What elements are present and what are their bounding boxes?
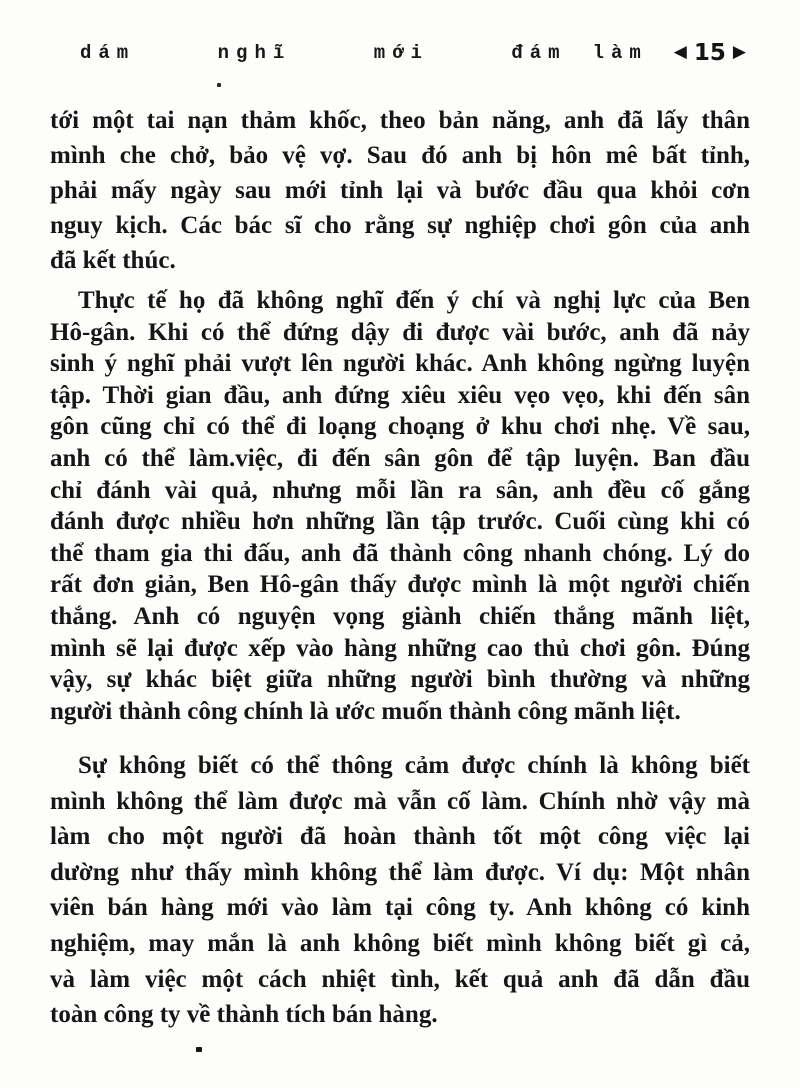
text-line: người thành công chính là ước muốn thành công mãnh liệt. — [50, 697, 681, 725]
text-line: và làm việc một cách nhiệt tình, kết quả anh đã dẫn đầu — [50, 965, 750, 993]
text-line: viên bán hàng mới vào làm tại công ty. Anh không có kinh — [50, 894, 750, 922]
text-line: đã kết thúc. — [50, 247, 176, 274]
header-word-1: dám — [80, 42, 136, 64]
ink-speck — [217, 83, 221, 87]
text-line: vậy, sự khác biệt giữa những người bình thường và những — [50, 666, 750, 694]
text-line: thể tham gia thi đấu, anh đã thành công nhanh chóng. Lý do — [50, 539, 750, 567]
text-line: mình che chở, bảo vệ vợ. Sau đó anh bị hôn mê bất tỉnh, — [50, 142, 750, 169]
paragraph-2 — [50, 285, 750, 727]
text-line: đánh được nhiều hơn những lần tập trước. Cuối cùng khi có — [50, 508, 750, 536]
text-line: mình không thể làm được mà vẫn cố làm. Chính nhờ vậy mà — [50, 787, 750, 815]
text-line: thắng. Anh có nguyện vọng giành chiến thắng mãnh liệt, — [50, 602, 750, 630]
text-line: làm cho một người đã hoàn thành tốt một công việc lại — [50, 823, 750, 851]
text-line: Hô-gân. Khi có thể đứng dậy đi được vài bước, anh đã nảy — [50, 318, 750, 346]
text-line: gôn cũng chỉ có thể đi loạng choạng ở khu chơi nhẹ. Về sau, — [50, 413, 750, 441]
header-word-4: đám — [511, 42, 567, 64]
text-line: Sự không biết có thể thông cảm được chính là không biết — [78, 752, 750, 779]
text-line: tập. Thời gian đầu, anh đứng xiêu xiêu vẹo vẹo, khi đến sân — [50, 381, 750, 409]
text-line: toàn công ty về thành tích bán hàng. — [50, 1001, 438, 1029]
ink-speck — [196, 1047, 202, 1052]
text-line: nghiệm, may mắn là anh không biết mình không biết gì cả, — [50, 929, 750, 957]
header-word-5: làm — [592, 42, 648, 64]
text-line: phải mấy ngày sau mới tỉnh lại và bước đầu qua khỏi cơn — [50, 177, 750, 204]
text-line: mình sẽ lại được xếp vào hàng những cao thủ chơi gôn. Đúng — [50, 634, 750, 662]
text-line: dường như thấy mình không thể làm được. Ví dụ: Một nhân — [50, 858, 750, 886]
right-triangle-icon: ▶ — [732, 42, 746, 62]
text-line: Thực tế họ đã không nghĩ đến ý chí và nghị lực của Ben — [78, 287, 750, 314]
text-line: nguy kịch. Các bác sĩ cho rằng sự nghiệp chơi gôn của anh — [50, 212, 750, 239]
text-line: rất đơn giản, Ben Hô-gân thấy được mình là một người chiến — [50, 571, 750, 599]
text-line: anh có thể làm.việc, đi đến sân gôn để tập luyện. Ban đầu — [50, 444, 750, 472]
running-header — [80, 42, 746, 65]
paragraph-1 — [50, 103, 750, 278]
page-number: 15 — [693, 40, 726, 66]
text-line: chỉ đánh vài quả, nhưng mỗi lần ra sân, anh đều cố gắng — [50, 476, 750, 504]
paragraph-3 — [50, 748, 750, 1033]
text-line: sinh ý nghĩ phải vượt lên người khác. Anh không ngừng luyện — [50, 350, 750, 378]
text-line: tới một tai nạn thảm khốc, theo bản năng, anh đã lấy thân — [50, 107, 750, 134]
page-marker — [674, 42, 746, 65]
header-right-group — [511, 42, 746, 65]
header-word-2: nghĩ — [217, 42, 292, 64]
header-word-3: mới — [373, 42, 429, 64]
left-triangle-icon: ◀ — [673, 42, 687, 62]
